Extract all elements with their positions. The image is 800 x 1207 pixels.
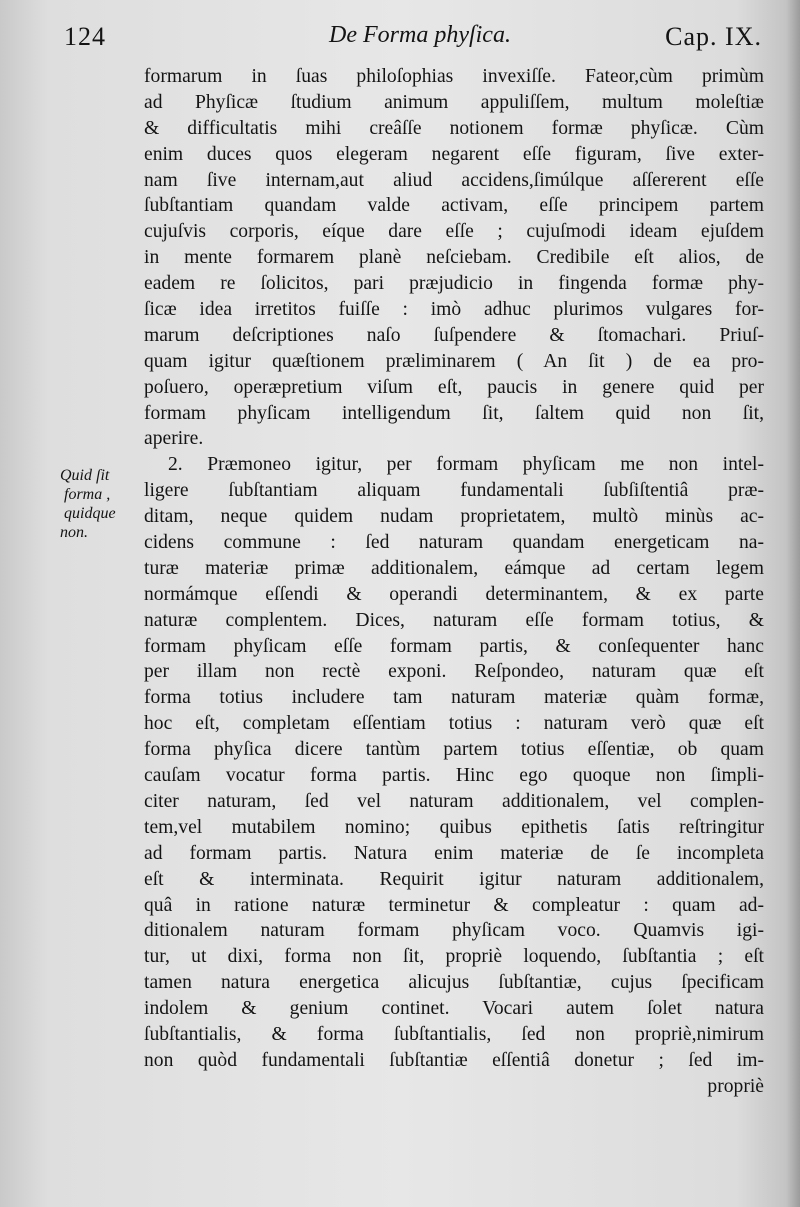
paragraph-start-line: 2. Præmoneo igitur, per formam phyſicam me non intel- xyxy=(168,454,764,476)
text-line: cujuſvis corporis, eíque dare eſſe ; cujuſmodi ideam ejuſdem xyxy=(144,221,764,243)
running-title: De Forma phyſica. xyxy=(329,22,511,48)
text-line: ditionalem naturam formam phyſicam voco. Quamvis igi- xyxy=(144,920,764,942)
text-line: ligere ſubſtantiam aliquam fundamentali ſubſiſtentiâ præ- xyxy=(144,480,764,502)
text-line: formam phyſicam eſſe formam partis, & conſequenter hanc xyxy=(144,635,764,657)
text-line: tem,vel mutabilem nomino; quibus epithetis ſatis reſtringitur xyxy=(144,816,764,838)
text-line: eadem re ſolicitos, pari præjudicio in fingenda formæ phy- xyxy=(144,273,764,295)
text-line: forma phyſica dicere tantùm partem totius eſſentiæ, ob quam xyxy=(144,739,764,761)
text-line: normámque eſſendi & operandi determinantem, & ex parte xyxy=(144,583,764,605)
text-line: enim duces quos elegeram negarent eſſe figuram, ſive exter- xyxy=(144,143,764,165)
text-line: indolem & genium continet. Vocari autem ſolet natura xyxy=(144,998,764,1020)
text-line: in mente formarem planè neſciebam. Credibile eſt alios, de xyxy=(144,247,764,269)
text-line: formam phyſicam intelligendum ſit, ſaltem quid non ſit, xyxy=(144,402,764,424)
text-line: ſubſtantiam quandam valde activam, eſſe principem partem xyxy=(144,195,764,217)
text-line: ſubſtantialis, & forma ſubſtantialis, ſed non propriè,nimirum xyxy=(144,1023,764,1045)
text-line: aperire. xyxy=(144,428,204,450)
margin-note-line: Quid ſit xyxy=(60,467,110,484)
catchword: propriè xyxy=(707,1075,764,1097)
text-line: poſuero, operæpretium viſum eſt, paucis in genere quid per xyxy=(144,376,764,398)
text-line: per illam non rectè exponi. Reſpondeo, naturam quæ eſt xyxy=(144,661,764,683)
margin-note-line: non. xyxy=(60,524,88,541)
margin-note-line: forma , xyxy=(64,486,111,503)
text-line: formarum in ſuas philoſophias invexiſſe. Fateor,cùm primùm xyxy=(144,66,764,87)
margin-note-line: quidque xyxy=(64,505,116,522)
page-header xyxy=(64,22,762,62)
text-line: nam ſive internam,aut aliud accidens,ſimúlque aſſererent eſſe xyxy=(144,169,764,191)
text-line: ad formam partis. Natura enim materiæ de ſe incompleta xyxy=(144,842,764,864)
chapter-label: Cap. IX. xyxy=(665,22,762,51)
text-line: tur, ut dixi, forma non ſit, propriè loquendo, ſubſtantia ; eſt xyxy=(144,946,764,968)
text-line: hoc eſt, completam eſſentiam totius : naturam verò quæ eſt xyxy=(144,713,764,735)
text-line: non quòd fundamentali ſubſtantiæ eſſentiâ donetur ; ſed im- xyxy=(144,1049,764,1071)
text-line: ditam, neque quidem nudam proprietatem, multò minùs ac- xyxy=(144,506,764,528)
page-number: 124 xyxy=(64,22,106,51)
text-line: ad Phyſicæ ſtudium animum appuliſſem, multum moleſtiæ xyxy=(144,91,764,113)
text-line: naturæ complentem. Dices, naturam eſſe formam totius, & xyxy=(144,609,764,631)
text-line: tamen natura energetica alicujus ſubſtantiæ, cujus ſpecificam xyxy=(144,972,764,994)
text-line: turæ materiæ primæ additionalem, eámque ad certam legem xyxy=(144,557,764,579)
text-line: & difficultatis mihi creâſſe notionem formæ phyſicæ. Cùm xyxy=(144,117,764,139)
text-line: cauſam vocatur forma partis. Hinc ego quoque non ſimpli- xyxy=(144,765,764,787)
text-line: forma totius includere tam naturam materiæ quàm formæ, xyxy=(144,687,764,709)
text-line: quâ in ratione naturæ terminetur & compleatur : quam ad- xyxy=(144,894,764,916)
text-line: citer naturam, ſed vel naturam additionalem, vel complen- xyxy=(144,790,764,812)
margin-note xyxy=(60,466,140,542)
text-line: quam igitur quæſtionem præliminarem ( An ſit ) de ea pro- xyxy=(144,350,764,372)
body-text xyxy=(144,64,764,1100)
text-line: eſt & interminata. Requirit igitur naturam additionalem, xyxy=(144,868,764,890)
text-line: cidens commune : ſed naturam quandam energeticam na- xyxy=(144,532,764,554)
text-line: marum deſcriptiones naſo ſuſpendere & ſtomachari. Priuſ- xyxy=(144,324,764,346)
text-line: ſicæ idea irretitos fuiſſe : imò adhuc plurimos vulgares for- xyxy=(144,299,764,321)
